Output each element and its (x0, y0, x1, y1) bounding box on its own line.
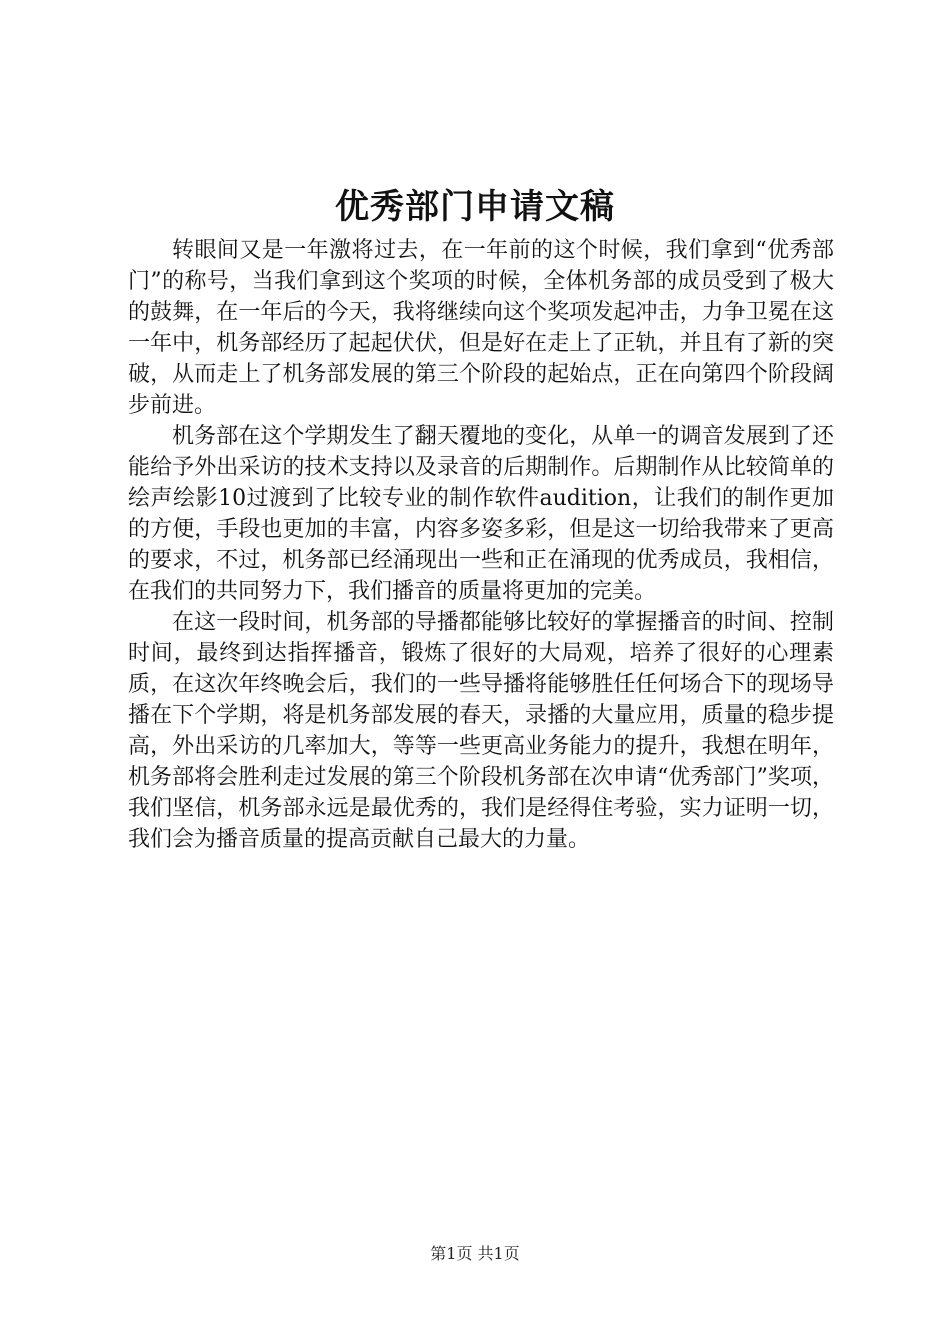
page-number-footer: 第1页 共1页 (430, 1244, 520, 1263)
paragraph: 转眼间又是一年激将过去，在一年前的这个时候，我们拿到“优秀部门”的称号，当我们拿到这个奖项的时候，全体机务部的成员受到了极大的鼓舞，在一年后的今天，我将继续向这个奖项发起冲击，力争卫冕在这一年中，机务部经历了起起伏伏，但是好在走上了正轨，并且有了新的突破，从而走上了机务部发展的第三个阶段的起始点，正在向第四个阶段阔步前进。 (128, 238, 834, 418)
paragraph: 机务部在这个学期发生了翻天覆地的变化，从单一的调音发展到了还能给予外出采访的技术支持以及录音的后期制作。后期制作从比较简单的绘声绘影10过渡到了比较专业的制作软件audition，让我们的制作更加的方便，手段也更加的丰富，内容多姿多彩，但是这一切给我带来了更高的要求，不过，机务部已经涌现出一些和正在涌现的优秀成员，我相信，在我们的共同努力下，我们播音的质量将更加的完美。 (128, 424, 834, 604)
paragraph: 在这一段时间，机务部的导播都能够比较好的掌握播音的时间、控制时间，最终到达指挥播音，锻炼了很好的大局观，培养了很好的心理素质，在这次年终晚会后，我们的一些导播将能够胜任任何场合下的现场导播在下个学期，将是机务部发展的春天，录播的大量应用，质量的稳步提高，外出采访的几率加大，等等一些更高业务能力的提升，我想在明年，机务部将会胜利走过发展的第三个阶段机务部在次申请“优秀部门”奖项，我们坚信，机务部永远是最优秀的，我们是经得住考验，实力证明一切，我们会为播音质量的提高贡献自己最大的力量。 (128, 610, 834, 852)
document-title: 优秀部门申请文稿 (335, 187, 615, 227)
document-body (128, 235, 834, 855)
